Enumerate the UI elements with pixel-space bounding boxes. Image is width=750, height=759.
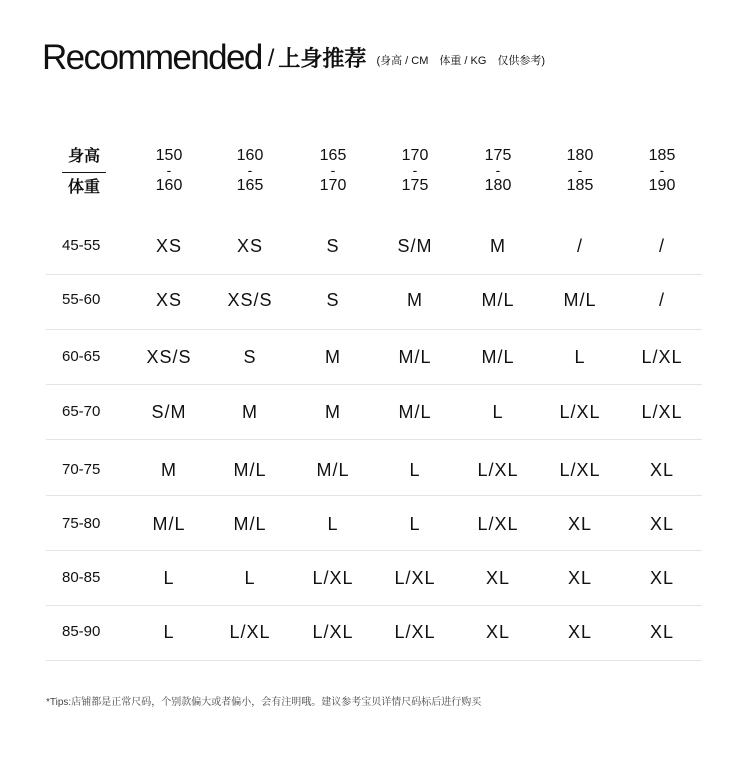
size-cell: L/XL	[312, 622, 354, 642]
height-range-dash: -	[577, 162, 583, 178]
size-cell: L/XL	[477, 460, 519, 480]
size-cell: L/XL	[477, 514, 519, 534]
height-range-dash: -	[247, 162, 253, 178]
row-divider	[46, 605, 702, 606]
height-range-dash: -	[330, 162, 336, 178]
size-cell: L/XL	[559, 402, 601, 422]
weight-range-label: 60-65	[62, 348, 101, 365]
height-range-low: 170	[401, 147, 429, 164]
row-divider	[46, 439, 702, 440]
size-cell: M/L	[233, 460, 267, 480]
corner-height-label: 身高	[67, 148, 100, 165]
size-cell: XS/S	[146, 347, 192, 367]
size-cell: XL	[649, 568, 675, 588]
weight-range-label: 45-55	[62, 237, 101, 254]
height-range-low: 165	[319, 147, 347, 164]
height-range-dash: -	[659, 162, 665, 178]
corner-weight-label: 体重	[67, 179, 100, 196]
size-cell: L	[409, 460, 421, 480]
size-cell: L/XL	[641, 402, 683, 422]
height-range-high: 185	[566, 177, 594, 194]
corner-divider	[62, 172, 106, 173]
size-cell: M	[325, 347, 341, 367]
size-cell: L/XL	[394, 622, 436, 642]
height-range-low: 160	[236, 147, 264, 164]
weight-range-label: 85-90	[62, 623, 101, 640]
height-range-high: 180	[484, 177, 512, 194]
height-range-header	[129, 146, 209, 196]
size-cell: L	[163, 622, 175, 642]
size-cell: L/XL	[312, 568, 354, 588]
size-cell: M/L	[398, 347, 432, 367]
size-cell: XS	[155, 236, 182, 256]
weight-range-label: 55-60	[62, 291, 101, 308]
height-range-header	[210, 146, 290, 196]
size-cell: M/L	[316, 460, 350, 480]
row-divider	[46, 660, 702, 661]
size-cell: L/XL	[641, 347, 683, 367]
height-range-header	[540, 146, 620, 196]
height-range-low: 150	[155, 147, 183, 164]
height-range-low: 185	[648, 147, 676, 164]
size-cell: M	[490, 236, 506, 256]
height-range-header	[622, 146, 702, 196]
size-cell: L	[574, 347, 586, 367]
size-cell: /	[576, 236, 583, 256]
size-cell: L	[327, 514, 339, 534]
size-cell: M/L	[563, 290, 597, 310]
size-cell: S	[326, 236, 340, 256]
row-divider	[46, 495, 702, 496]
size-cell: M/L	[398, 402, 432, 422]
size-cell: M	[325, 402, 341, 422]
size-cell: L	[163, 568, 175, 588]
size-cell: XL	[485, 568, 511, 588]
height-range-low: 175	[484, 147, 512, 164]
size-cell: S/M	[397, 236, 433, 256]
size-cell: M/L	[233, 514, 267, 534]
height-range-high: 190	[648, 177, 676, 194]
size-cell: L	[244, 568, 256, 588]
title-english: Recommended	[42, 38, 262, 77]
size-cell: L	[409, 514, 421, 534]
size-cell: L/XL	[229, 622, 271, 642]
height-range-high: 165	[236, 177, 264, 194]
row-divider	[46, 329, 702, 330]
size-cell: /	[658, 290, 665, 310]
tips-footnote: *Tips:店铺都是正常尺码，个别款偏大或者偏小，会有注明哦。建议参考宝贝详情尺码标后进行购买	[46, 697, 482, 708]
size-cell: M	[407, 290, 423, 310]
row-divider	[46, 274, 702, 275]
height-range-dash: -	[166, 162, 172, 178]
size-cell: /	[658, 236, 665, 256]
size-cell: L/XL	[394, 568, 436, 588]
height-range-high: 175	[401, 177, 429, 194]
size-cell: XS	[155, 290, 182, 310]
size-cell: XL	[649, 460, 675, 480]
size-cell: L	[492, 402, 504, 422]
title-chinese: 上身推荐	[278, 46, 367, 71]
height-range-header	[293, 146, 373, 196]
row-divider	[46, 384, 702, 385]
height-range-header	[458, 146, 538, 196]
size-cell: XS	[236, 236, 263, 256]
height-range-dash: -	[412, 162, 418, 178]
size-cell: XL	[567, 568, 593, 588]
size-cell: XS/S	[227, 290, 273, 310]
title-slash: /	[267, 45, 275, 72]
weight-range-label: 65-70	[62, 403, 101, 420]
size-cell: M	[161, 460, 177, 480]
weight-range-label: 70-75	[62, 461, 101, 478]
size-cell: L/XL	[559, 460, 601, 480]
size-cell: XL	[567, 514, 593, 534]
title-note: (身高 / CM 体重 / KG 仅供参考)	[376, 55, 546, 67]
size-cell: S/M	[151, 402, 187, 422]
table-corner-header	[62, 146, 106, 199]
height-range-header	[375, 146, 455, 196]
height-range-low: 180	[566, 147, 594, 164]
size-cell: XL	[649, 514, 675, 534]
size-cell: XL	[567, 622, 593, 642]
size-cell: M	[242, 402, 258, 422]
page-title	[42, 38, 545, 78]
size-cell: M/L	[152, 514, 186, 534]
height-range-high: 170	[319, 177, 347, 194]
size-cell: M/L	[481, 290, 515, 310]
height-range-dash: -	[495, 162, 501, 178]
size-cell: M/L	[481, 347, 515, 367]
size-cell: XL	[649, 622, 675, 642]
size-cell: S	[326, 290, 340, 310]
weight-range-label: 75-80	[62, 515, 101, 532]
weight-range-label: 80-85	[62, 569, 101, 586]
row-divider	[46, 550, 702, 551]
size-cell: XL	[485, 622, 511, 642]
height-range-high: 160	[155, 177, 183, 194]
size-cell: S	[243, 347, 257, 367]
